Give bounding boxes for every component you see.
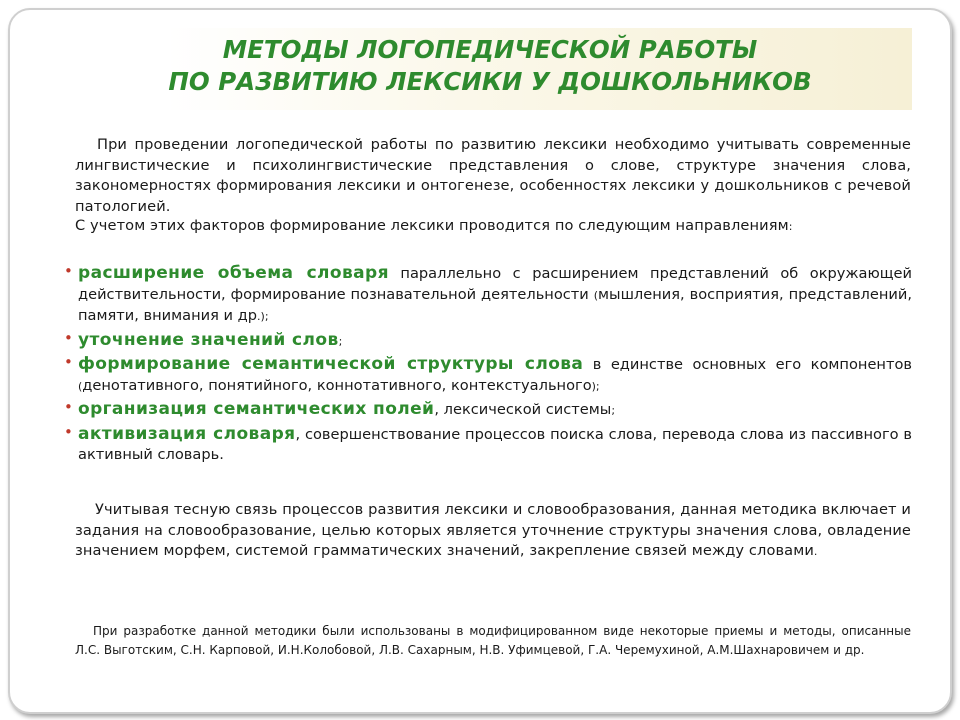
bullet-dot-icon: •	[64, 422, 73, 441]
bullet-paren-close: .);	[257, 310, 269, 323]
method-paragraph	[75, 500, 911, 563]
lead-paragraph	[75, 216, 911, 238]
list-item	[64, 263, 912, 328]
intro-paragraph: При проведении логопедической работы по развитию лексики необходимо учитывать современные лингвистические и психолингвистические представления о слове, структуре значения слова, закономерностях формирования лексики и онтогенезе, особенностях лексики у дошкольников с речевой патологией.	[75, 136, 911, 215]
title-line-1: МЕТОДЫ ЛОГОПЕДИЧЕСКОЙ РАБОТЫ	[222, 35, 758, 64]
method-period: .	[813, 545, 818, 558]
bullet-text-2: денотативного, понятийного, коннотативного, контекстуального	[82, 376, 592, 394]
bullet-dot-icon: •	[64, 353, 73, 371]
method-text: Учитывая тесную связь процессов развития лексики и словообразования, данная методика включает и задания на словообразование, целью которых является уточнение структуры значения слова, овладение значением морфем, системой грамматических значений, закрепление связей между словами	[75, 501, 911, 559]
directions-list	[64, 263, 912, 466]
bullet-paren-open: (	[78, 379, 83, 393]
bullet-dot-icon: •	[64, 398, 73, 416]
title-line-2: ПО РАЗВИТИЮ ЛЕКСИКИ У ДОШКОЛЬНИКОВ	[168, 67, 812, 96]
list-item	[64, 424, 912, 466]
bullet-term: организация семантических полей	[78, 399, 435, 419]
list-item	[64, 399, 912, 422]
page-title	[100, 34, 880, 98]
bullet-dot-icon: •	[64, 328, 73, 347]
bullet-term: уточнение значений слов	[78, 329, 339, 350]
lead-text: С учетом этих факторов формирование лексики проводится по следующим направлениям	[75, 217, 789, 234]
list-item	[64, 354, 912, 397]
bullet-text: , совершенствование процессов поиска слова, перевода слова из пассивного в активный словарь.	[78, 425, 913, 463]
bullet-paren-close: ;	[611, 404, 616, 417]
bullet-text: в единстве основных его компонентов	[583, 356, 912, 373]
list-item	[64, 330, 912, 353]
bullet-dot-icon: •	[64, 262, 73, 280]
bullet-term: расширение объема словаря	[78, 263, 389, 283]
footnote: При разработке данной методики были использованы в модифицированном виде некоторые приемы и методы, описанные Л.С. Выготским, С.Н. Карповой, И.Н.Колобовой, Л.В. Сахарным, Н.В. Уфимцевой, Г.А. Черемухиной, А.М.Шахнаровичем и др.	[75, 624, 911, 657]
bullet-text: параллельно с расширением представлений об окружающей действительности, формирование познавательной деятельности	[78, 265, 912, 303]
lead-colon: :	[788, 220, 793, 233]
bullet-text: , лексической системы	[434, 401, 612, 418]
bullet-paren-close: );	[591, 379, 600, 393]
bullet-term: активизация словаря	[78, 423, 296, 444]
bullet-text-2: мышления, восприятия, представлений, памяти, внимания и др	[78, 285, 912, 324]
bullet-term: формирование семантической структуры слова	[78, 354, 584, 374]
bullet-paren-open: (	[593, 288, 599, 302]
bullet-paren-close: ;	[338, 334, 343, 348]
